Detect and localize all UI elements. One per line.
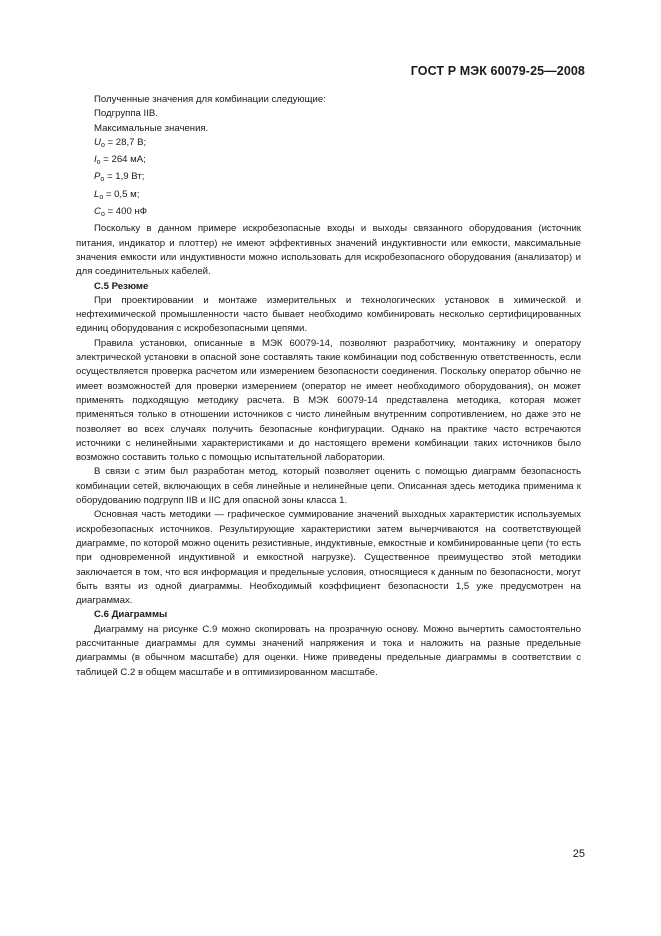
param-line — [76, 205, 581, 222]
intro-line: Полученные значения для комбинации следующие: — [94, 94, 326, 105]
section-heading-c5: С.5 Резюме — [94, 280, 149, 292]
param-line — [76, 153, 581, 170]
document-body — [76, 93, 581, 680]
param-subscript: o — [99, 193, 104, 201]
page-number: 25 — [572, 848, 585, 860]
param-value: = 264 мА; — [100, 154, 146, 166]
intro-line: Максимальные значения. — [94, 122, 209, 134]
param-symbol: P — [94, 171, 101, 183]
param-subscript: o — [96, 159, 101, 167]
param-value: = 1,9 Вт; — [104, 171, 145, 183]
section-heading-c6: С.6 Диаграммы — [94, 609, 168, 621]
param-value: = 400 нФ — [104, 206, 148, 218]
param-symbol: U — [94, 136, 101, 148]
paragraph: Поскольку в данном примере искробезопасные входы и выходы связанного оборудования (источник питания, индикатор и плоттер) не имеют эффективных значений индуктивности или емкости, максимальные значения емкости или индуктивности можно использовать для искробезопасного оборудования (анализатор) и для соединительных кабелей. — [76, 223, 581, 278]
param-subscript: o — [100, 176, 105, 184]
param-symbol: C — [94, 206, 101, 218]
paragraph: В связи с этим был разработан метод, который позволяет оценить с помощью диаграмм безопасность комбинации сетей, включающих в себя линейные и нелинейные цепи. Описанная здесь методика применима к оборудованию подгрупп IIB и IIC для опасной зоны класса 1. — [76, 466, 581, 507]
param-line — [76, 136, 581, 153]
param-line — [76, 170, 581, 187]
paragraph: Основная часть методики — графическое суммирование значений выходных характеристик используемых искробезопасных источников. Результирующие характеристики затем вычерчиваются на соответствующей диаграмме, по которой можно оценить резистивные, индуктивные, емкостные и комбинированные цепи (то есть при одновременной индуктивной и емкостной нагрузке). Существенное преимущество этой методики заключается в том, что вся информация и предельные условия, относящиеся к данным по безопасности, могут быть взяты из одной диаграммы. Необходимый коэффициент безопасности 1,5 уже предусмотрен на диаграммах. — [76, 509, 581, 607]
paragraph: Правила установки, описанные в МЭК 60079-14, позволяют разработчику, монтажнику и оператору электрической установки в опасной зоне составлять такие комбинации под собственную ответственность, если осуществляется проверка расчетом или измерением безопасности соединения. Поскольку оператор обычно не имеет возможностей для проверки измерением (оператор не имеет необходимого оборудования), он может применять подходящую методику расчета. В МЭК 60079-14 представлена методика, которая может применяться только в отношении источников с чисто линейным внутренним сопротивлением, но даже это не позволяет во всех случаях получить безопасные конфигурации. Однако на практике часто встречаются источники с нелинейными характеристиками и до настоящего времени комбинации таких источников было возможно составить только с помощью испытательной лаборатории. — [76, 337, 581, 464]
param-subscript: o — [100, 211, 105, 219]
intro-line: Подгруппа IIB. — [94, 108, 158, 120]
param-value: = 0,5 м; — [103, 188, 140, 200]
param-symbol: I — [94, 154, 97, 166]
param-line — [76, 188, 581, 205]
paragraph: Диаграмму на рисунке С.9 можно скопировать на прозрачную основу. Можно вычертить самостоятельно рассчитанные диаграммы для суммы значений напряжения и тока и наложить на разные предельные диаграммы (в обычном масштабе) для оценки. Ниже приведены предельные диаграммы в соответствии с таблицей С.2 в общем масштабе и в оптимизированном масштабе. — [76, 623, 581, 678]
param-symbol: L — [94, 188, 100, 200]
document-code-header: ГОСТ Р МЭК 60079-25—2008 — [410, 64, 585, 78]
param-value: = 28,7 В; — [104, 136, 147, 148]
param-subscript: o — [100, 141, 105, 149]
paragraph: При проектировании и монтаже измерительных и технологических установок в химической и нефтехимической промышленности часто бывает необходимо комбинировать несколько сертифицированных единиц оборудования с искробезопасными цепями. — [76, 294, 581, 335]
